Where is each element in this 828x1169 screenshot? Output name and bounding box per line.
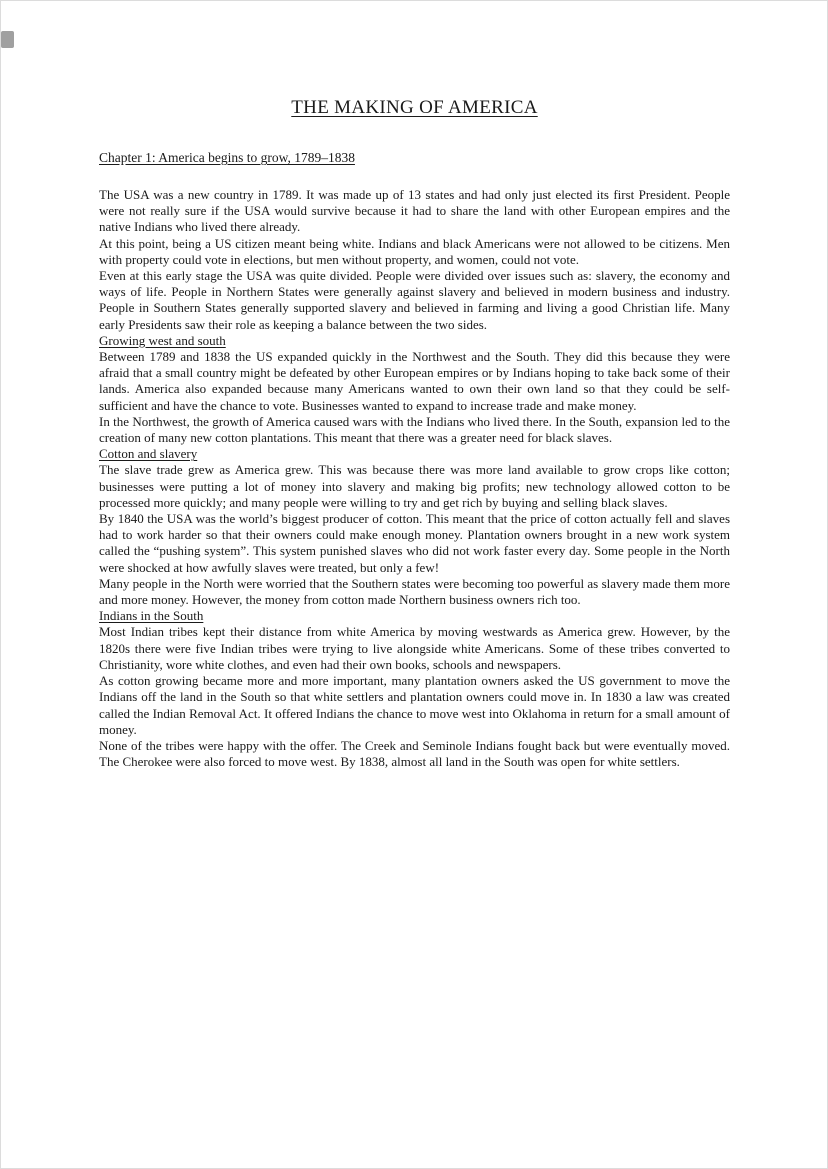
paragraph-slavery-2: By 1840 the USA was the world’s biggest producer of cotton. This meant that the price of cotton actually fell and slaves had to work harder so that their owners could make enough money. Plantation owners brought in a new work system called the “pushing system”. This system punished slaves who did not work faster every day. Some people in the North were shocked at how awfully slaves were treated, but only a few! <box>99 511 730 575</box>
paragraph-indians-3: None of the tribes were happy with the offer. The Creek and Seminole Indians fought back but were eventually moved. The Cherokee were also forced to move west. By 1838, almost all land in the South was open for white settlers. <box>99 737 730 770</box>
paragraph-expansion-2: In the Northwest, the growth of America caused wars with the Indians who lived there. In the South, expansion led to the creation of many new cotton plantations. This meant that there was a greater need for black slaves. <box>99 413 730 446</box>
paragraph-indians-2: As cotton growing became more and more important, many plantation owners asked the US government to move the Indians off the land in the South so that white settlers and plantation owners could move in. In 1830 a law was created called the Indian Removal Act. It offered Indians the chance to move west into Oklahoma in return for a small amount of money. <box>99 673 730 737</box>
paragraph-expansion-1: Between 1789 and 1838 the US expanded quickly in the Northwest and the South. They did this because they were afraid that a small country might be defeated by other European empires or by Indians hoping to take back some of their lands. America also expanded because many Americans wanted to own their own land so that they could be self-sufficient and have the chance to vote. Businesses wanted to expand to increase trade and make money. <box>99 349 730 413</box>
page-edge-artifact <box>1 31 14 48</box>
subheading-indians-in-the-south: Indians in the South <box>99 608 204 624</box>
paragraph-intro-2: At this point, being a US citizen meant being white. Indians and black Americans were not allowed to be citizens. Men with property could vote in elections, but men without property, and women, could not vote. <box>99 235 730 267</box>
paragraph-slavery-3: Many people in the North were worried that the Southern states were becoming too powerful as slavery made them more and more money. However, the money from cotton made Northern business owners rich too. <box>99 575 730 608</box>
subheading-growing-west-and-south: Growing west and south <box>99 332 226 348</box>
paragraph-intro-3: Even at this early stage the USA was quite divided. People were divided over issues such as: slavery, the economy and ways of life. People in Northern States were generally against slavery and believed in modern business and industry. People in Southern States generally supported slavery and believed in farming and living a good Christian life. Many early Presidents saw their role as keeping a balance between the two sides. <box>99 268 730 332</box>
chapter-heading: Chapter 1: America begins to grow, 1789–1838 <box>99 150 355 165</box>
paragraph-slavery-1: The slave trade grew as America grew. This was because there was more land available to grow crops like cotton; businesses were putting a lot of money into slavery and making big profits; new technology allowed cotton to be processed more quickly; and many people were willing to try and get rich by buying and selling black slaves. <box>99 462 730 510</box>
document-title: THE MAKING OF AMERICA <box>291 97 538 118</box>
paragraph-indians-1: Most Indian tribes kept their distance from white America by moving westwards as America grew. However, by the 1820s there were five Indian tribes were trying to live alongside white Americans. Some of these tribes converted to Christianity, wore white clothes, and even had their own books, schools and newspapers. <box>99 624 730 672</box>
document-body <box>99 187 730 770</box>
paragraph-intro-1: The USA was a new country in 1789. It was made up of 13 states and had only just elected its first President. People were not really sure if the USA would survive because it had to share the land with other European empires and the native Indians who lived there already. <box>99 187 730 235</box>
subheading-cotton-and-slavery: Cotton and slavery <box>99 446 198 462</box>
